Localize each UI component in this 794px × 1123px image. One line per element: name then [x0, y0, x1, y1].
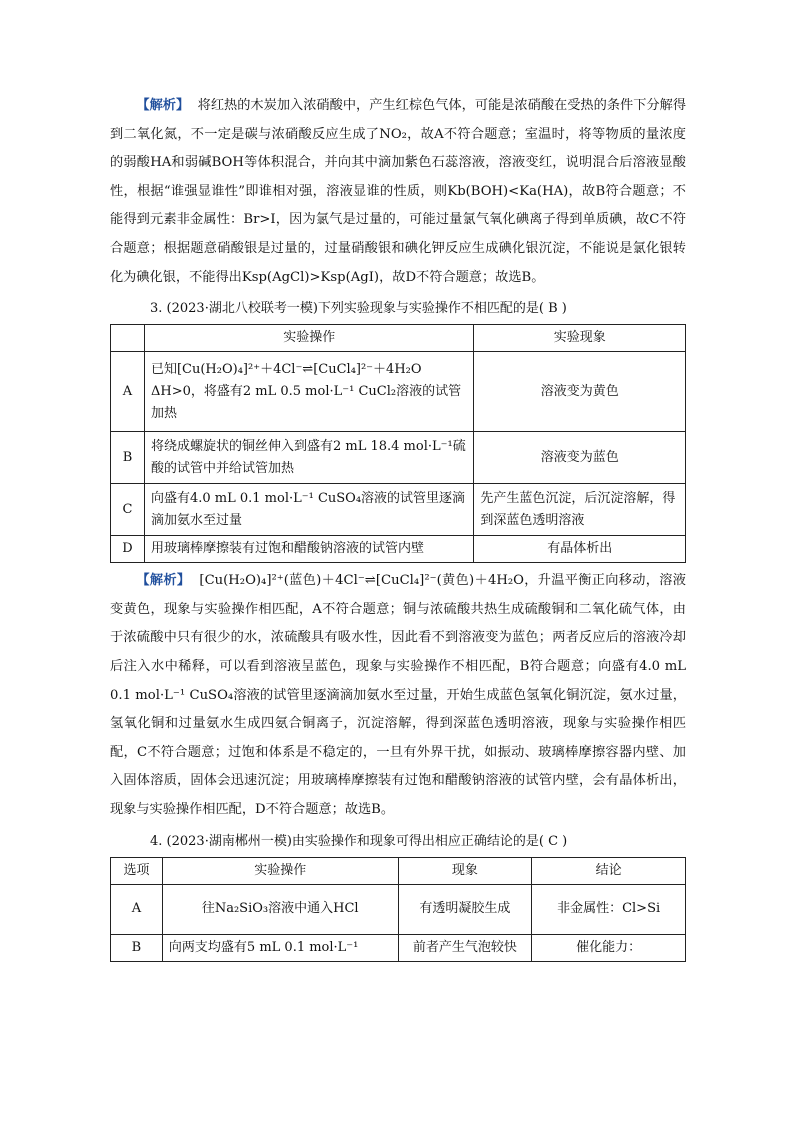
table-cell: 前者产生气泡较快: [398, 934, 532, 961]
table-header: 实验现象: [474, 325, 686, 352]
table-header: 选项: [111, 857, 163, 884]
table-row: [111, 484, 686, 536]
analysis-text: [Cu(H₂O)₄]²⁺(蓝色)＋4Cl⁻⇌[CuCl₄]²⁻(黄色)＋4H₂O，升温平衡正向移动，溶液变黄色，现象与实验操作相匹配，A不符合题意；铜与浓硫酸共热生成硫酸铜和二氧化硫气体，由于浓硫酸中只有很少的水，浓硫酸具有吸水性，因此看不到溶液变为蓝色；两者反应后的溶液冷却后注入水中稀释，可以看到溶液呈蓝色，现象与实验操作不相匹配，B符合题意；向盛有4.0 mL 0.1 mol·L⁻¹ CuSO₄溶液的试管里逐滴滴加氨水至过量，开始生成蓝色氢氧化铜沉淀，氨水过量，氢氧化铜和过量氨水生成四氨合铜离子，沉淀溶解，得到深蓝色透明溶液，现象与实验操作相匹配，C不符合题意；过饱和体系是不稳定的，一旦有外界干扰，如振动、玻璃棒摩擦容器内壁、加入固体溶质，固体会迅速沉淀；用玻璃棒摩擦装有过饱和醋酸钠溶液的试管内壁，会有晶体析出，现象与实验操作相匹配，D不符合题意；故选B。: [110, 573, 686, 817]
question-3-title: 3. (2023·湖北八校联考一模)下列实验现象与实验操作不相匹配的是( B ): [150, 301, 567, 317]
table-cell: 有透明凝胶生成: [398, 884, 532, 934]
table-header: 现象: [398, 857, 532, 884]
question-3-table: [110, 324, 686, 563]
question-4-title: 4. (2023·湖南郴州一模)由实验操作和现象可得出相应正确结论的是( C ): [150, 833, 568, 849]
table-row: [111, 536, 686, 563]
table-cell: 有晶体析出: [474, 536, 686, 563]
page-content: [110, 92, 686, 962]
table-header: 实验操作: [144, 325, 473, 352]
table-header: 结论: [532, 857, 686, 884]
analysis-tag: 【解析】: [136, 98, 190, 113]
analysis-paragraph-2: [110, 567, 686, 824]
table-cell: 用玻璃棒摩擦装有过饱和醋酸钠溶液的试管内壁: [144, 536, 473, 563]
question-4-table: [110, 857, 686, 962]
table-cell: A: [111, 352, 145, 432]
table-header-row: [111, 857, 686, 884]
analysis-paragraph-1: [110, 92, 686, 292]
table-cell: 溶液变为蓝色: [474, 432, 686, 484]
table-row: [111, 884, 686, 934]
table-cell: 已知[Cu(H₂O)₄]²⁺＋4Cl⁻⇌[CuCl₄]²⁻＋4H₂O ΔH>0，将盛有2 mL 0.5 mol·L⁻¹ CuCl₂溶液的试管加热: [144, 352, 473, 432]
table-cell: 溶液变为黄色: [474, 352, 686, 432]
table-cell: B: [111, 934, 163, 961]
analysis-text: 将红热的木炭加入浓硝酸中，产生红棕色气体，可能是浓硝酸在受热的条件下分解得到二氧化氮，不一定是碳与浓硝酸反应生成了NO₂，故A不符合题意；室温时，将等物质的量浓度的弱酸HA和弱碱BOH等体积混合，并向其中滴加紫色石蕊溶液，溶液变红，说明混合后溶液显酸性，根据“谁强显谁性”即谁相对强，溶液显谁的性质，则Kb(BOH)<Ka(HA)，故B符合题意；不能得到元素非金属性：Br>I，因为氯气是过量的，可能过量氯气氧化碘离子得到单质碘，故C不符合题意；根据题意硝酸银是过量的，过量硝酸银和碘化钾反应生成碘化银沉淀，不能说是氯化银转化为碘化银，不能得出Ksp(AgCl)>Ksp(AgI)，故D不符合题意；故选B。: [110, 98, 687, 285]
table-cell: 将绕成螺旋状的铜丝伸入到盛有2 mL 18.4 mol·L⁻¹硫酸的试管中并给试管加热: [144, 432, 473, 484]
table-cell: B: [111, 432, 145, 484]
table-cell: 催化能力：: [532, 934, 686, 961]
table-cell: C: [111, 484, 145, 536]
analysis-tag: 【解析】: [136, 573, 191, 589]
table-cell: A: [111, 884, 163, 934]
table-row: [111, 934, 686, 961]
table-cell: 向盛有4.0 mL 0.1 mol·L⁻¹ CuSO₄溶液的试管里逐滴滴加氨水至过量: [144, 484, 473, 536]
table-cell: 向两支均盛有5 mL 0.1 mol·L⁻¹: [162, 934, 398, 961]
table-row: [111, 432, 686, 484]
table-row: [111, 352, 686, 432]
table-cell: 非金属性：Cl>Si: [532, 884, 686, 934]
table-cell: D: [111, 536, 145, 563]
table-header-row: [111, 325, 686, 352]
table-header: [111, 325, 145, 352]
table-cell: 往Na₂SiO₃溶液中通入HCl: [162, 884, 398, 934]
table-header: 实验操作: [162, 857, 398, 884]
table-cell: 先产生蓝色沉淀，后沉淀溶解，得到深蓝色透明溶液: [474, 484, 686, 536]
